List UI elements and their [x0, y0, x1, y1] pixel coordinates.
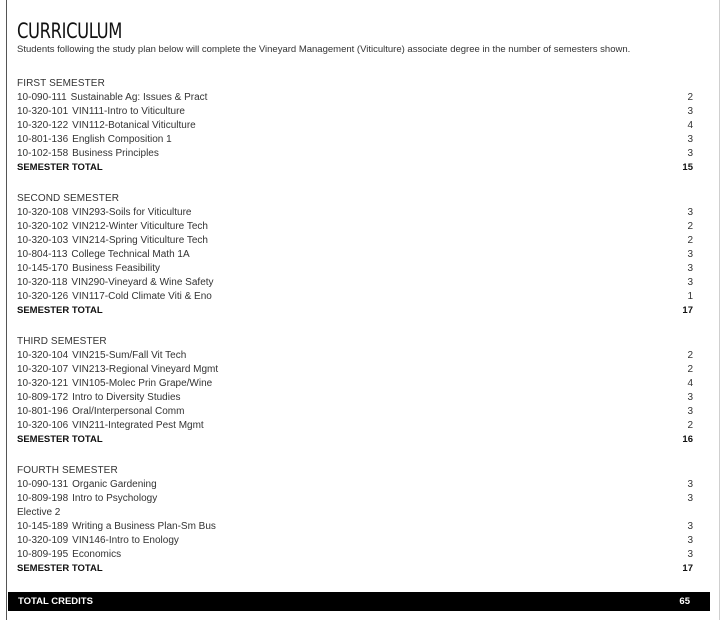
semester-total-row: [17, 433, 693, 447]
course-code: 10-320-108: [17, 207, 69, 218]
course-name: VIN293-Soils for Viticulture: [72, 207, 192, 218]
course-code: 10-320-107: [17, 364, 69, 375]
course-credits: 3: [687, 106, 693, 117]
course-name: VIN112-Botanical Viticulture: [72, 120, 196, 131]
course-code: 10-320-118: [17, 277, 68, 288]
course-code: 10-801-196: [17, 406, 69, 417]
course-row: [17, 419, 693, 433]
course-row: [17, 147, 693, 161]
course-code: 10-320-106: [17, 420, 69, 431]
course-name: VIN211-Integrated Pest Mgmt: [72, 420, 204, 431]
course-code: 10-090-131: [17, 479, 69, 490]
course-row: [17, 405, 693, 419]
semester-total-row: [17, 304, 693, 318]
course-name: VIN214-Spring Viticulture Tech: [72, 235, 208, 246]
course-credits: 3: [687, 134, 693, 145]
semester-total-row: [17, 562, 693, 576]
semester-total-label: SEMESTER TOTAL: [17, 305, 103, 316]
course-row: [17, 220, 693, 234]
semester-heading: SECOND SEMESTER: [17, 193, 120, 204]
course-name: College Technical Math 1A: [71, 249, 190, 260]
course-name: Oral/Interpersonal Comm: [72, 406, 185, 417]
course-credits: 2: [687, 221, 693, 232]
course-name: Economics: [72, 549, 122, 560]
course-row: [17, 363, 693, 377]
course-credits: 3: [687, 392, 693, 403]
course-credits: 3: [687, 148, 693, 159]
course-name: VIN117-Cold Climate Viti & Eno: [72, 291, 212, 302]
course-row: [17, 133, 693, 147]
semester-total-value: 15: [682, 162, 693, 173]
course-row: [17, 248, 693, 262]
course-credits: 3: [687, 521, 693, 532]
course-name: VIN111-Intro to Viticulture: [72, 106, 185, 117]
course-row: [17, 520, 693, 534]
semester-total-value: 17: [682, 563, 693, 574]
course-credits: 2: [687, 235, 693, 246]
course-name: VIN146-Intro to Enology: [72, 535, 179, 546]
course-credits: 3: [687, 263, 693, 274]
course-row: [17, 290, 693, 304]
course-row: [17, 349, 693, 363]
semester-total-row: [17, 161, 693, 175]
course-credits: 1: [687, 291, 693, 302]
course-code: 10-320-109: [17, 535, 69, 546]
course-name: VIN213-Regional Vineyard Mgmt: [72, 364, 219, 375]
course-code: 10-320-102: [17, 221, 69, 232]
page-title: CURRICULUM: [17, 19, 122, 43]
course-credits: 2: [687, 350, 693, 361]
semester-total-label: SEMESTER TOTAL: [17, 162, 103, 173]
course-row: [17, 91, 693, 105]
course-credits: 4: [687, 378, 693, 389]
semester-total-label: SEMESTER TOTAL: [17, 563, 103, 574]
course-credits: [673, 506, 693, 520]
course-row: [17, 534, 693, 548]
course-name: Writing a Business Plan-Sm Bus: [72, 521, 216, 532]
course-credits: 4: [687, 120, 693, 131]
course-row: [17, 377, 693, 391]
course-credits: 3: [687, 535, 693, 546]
course-row: [17, 391, 693, 405]
course-row: [17, 548, 693, 562]
course-code: 10-320-121: [17, 378, 69, 389]
course-name: English Composition 1: [72, 134, 172, 145]
course-credits: 2: [687, 92, 693, 103]
course-code: 10-804-113: [17, 249, 68, 260]
right-border-rule: [719, 0, 720, 620]
left-border-rule: [6, 0, 7, 620]
curriculum-section: [17, 20, 693, 576]
semester-total-value: 16: [682, 434, 693, 445]
course-name: Sustainable Ag: Issues & Pract: [70, 92, 208, 103]
course-code: 10-809-198: [17, 493, 69, 504]
course-name: Organic Gardening: [72, 479, 157, 490]
semester-total-label: SEMESTER TOTAL: [17, 434, 103, 445]
semester-heading: THIRD SEMESTER: [17, 336, 107, 347]
course-row: [17, 119, 693, 133]
semester-block-fourth: [17, 464, 693, 576]
semester-heading: FIRST SEMESTER: [17, 78, 105, 89]
course-row: [17, 492, 693, 506]
course-code: 10-102-158: [17, 148, 69, 159]
course-name: VIN212-Winter Viticulture Tech: [72, 221, 208, 232]
course-code: 10-090-111: [17, 92, 67, 103]
course-row: [17, 234, 693, 248]
course-code: 10-145-189: [17, 521, 69, 532]
course-code: 10-320-122: [17, 120, 69, 131]
course-code: 10-320-103: [17, 235, 69, 246]
elective-name: Elective 2: [17, 507, 61, 518]
course-row: [17, 276, 693, 290]
course-credits: 3: [687, 479, 693, 490]
semester-block-third: [17, 335, 693, 447]
course-code: 10-809-195: [17, 549, 69, 560]
course-code: 10-320-104: [17, 350, 69, 361]
course-credits: 3: [687, 549, 693, 560]
total-credits-label: TOTAL CREDITS: [18, 596, 93, 607]
elective-row: [17, 506, 693, 520]
course-name: VIN290-Vineyard & Wine Safety: [71, 277, 214, 288]
semester-block-first: [17, 77, 693, 175]
course-row: [17, 206, 693, 220]
course-name: Intro to Diversity Studies: [72, 392, 181, 403]
course-row: [17, 105, 693, 119]
total-credits-bar: [8, 592, 710, 611]
course-name: Intro to Psychology: [72, 493, 158, 504]
total-credits-value: 65: [679, 596, 690, 607]
course-row: [17, 478, 693, 492]
course-name: VIN105-Molec Prin Grape/Wine: [72, 378, 213, 389]
course-name: Business Feasibility: [72, 263, 160, 274]
course-code: 10-801-136: [17, 134, 69, 145]
course-credits: 3: [687, 277, 693, 288]
semester-heading: FOURTH SEMESTER: [17, 465, 118, 476]
course-name: Business Principles: [72, 148, 159, 159]
course-code: 10-145-170: [17, 263, 69, 274]
semester-block-second: [17, 192, 693, 318]
course-credits: 2: [687, 420, 693, 431]
course-row: [17, 262, 693, 276]
course-code: 10-809-172: [17, 392, 69, 403]
course-credits: 3: [687, 207, 693, 218]
course-name: VIN215-Sum/Fall Vit Tech: [72, 350, 187, 361]
page-subtitle: Students following the study plan below will complete the Vineyard Management (Viticulture) associate degree in the number of semesters shown.: [17, 44, 631, 55]
course-code: 10-320-126: [17, 291, 69, 302]
course-credits: 3: [687, 406, 693, 417]
course-credits: 3: [687, 493, 693, 504]
semester-total-value: 17: [682, 305, 693, 316]
course-code: 10-320-101: [17, 106, 69, 117]
course-credits: 3: [687, 249, 693, 260]
course-credits: 2: [687, 364, 693, 375]
